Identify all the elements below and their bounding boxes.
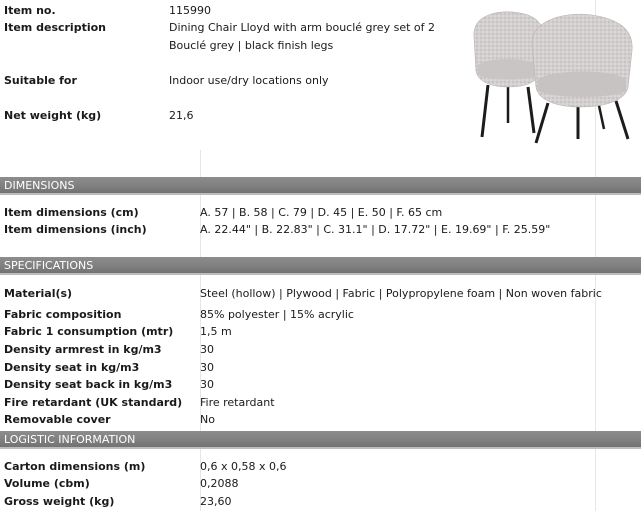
section-header-logistic: LOGISTIC INFORMATION [0,431,641,449]
spec-row-label: Removable cover [4,413,111,426]
spec-row-label: Fire retardant (UK standard) [4,396,183,409]
dimensions-row-label: Item dimensions (inch) [4,223,147,236]
dimensions-row-label: Item dimensions (cm) [4,206,139,219]
net-weight-value: 21,6 [169,109,194,122]
spec-row-value: 85% polyester | 15% acrylic [200,308,354,321]
item-description-line1: Dining Chair Lloyd with arm bouclé grey set of 2 [169,21,435,34]
section-header-dimensions: DIMENSIONS [0,177,641,195]
spec-row-value: 30 [200,343,214,356]
section-header-specifications: SPECIFICATIONS [0,257,641,275]
spec-row-value: 30 [200,361,214,374]
spec-row-label: Density seat back in kg/m3 [4,378,173,391]
chair-back [474,12,544,137]
logistic-row-value: 0,6 x 0,58 x 0,6 [200,460,287,473]
spec-row-label: Density armrest in kg/m3 [4,343,162,356]
logistic-row-value: 0,2088 [200,477,239,490]
product-image [468,5,641,145]
spec-row-label: Density seat in kg/m3 [4,361,140,374]
item-description-line2: Bouclé grey | black finish legs [169,39,334,52]
item-no-value: 115990 [169,4,211,17]
spec-row-value: 1,5 m [200,325,232,338]
spec-row-label: Material(s) [4,287,73,300]
item-description-label: Item description [4,21,106,34]
logistic-row-label: Gross weight (kg) [4,495,115,508]
dimensions-row-value: A. 57 | B. 58 | C. 79 | D. 45 | E. 50 | F. 65 cm [200,206,443,219]
suitable-for-value: Indoor use/dry locations only [169,74,329,87]
logistic-row-value: 23,60 [200,495,232,508]
spec-row-label: Fabric composition [4,308,122,321]
chair-front [532,14,632,143]
suitable-for-label: Suitable for [4,74,77,87]
spec-row-label: Fabric 1 consumption (mtr) [4,325,174,338]
spec-row-value: No [200,413,215,426]
spec-row-value: Steel (hollow) | Plywood | Fabric | Polypropylene foam | Non woven fabric [200,287,602,300]
logistic-row-label: Volume (cbm) [4,477,90,490]
item-no-label: Item no. [4,4,56,17]
spec-row-value: Fire retardant [200,396,275,409]
dimensions-row-value: A. 22.44" | B. 22.83" | C. 31.1" | D. 17.72" | E. 19.69" | F. 25.59" [200,223,551,236]
logistic-row-label: Carton dimensions (m) [4,460,146,473]
spec-row-value: 30 [200,378,214,391]
net-weight-label: Net weight (kg) [4,109,102,122]
